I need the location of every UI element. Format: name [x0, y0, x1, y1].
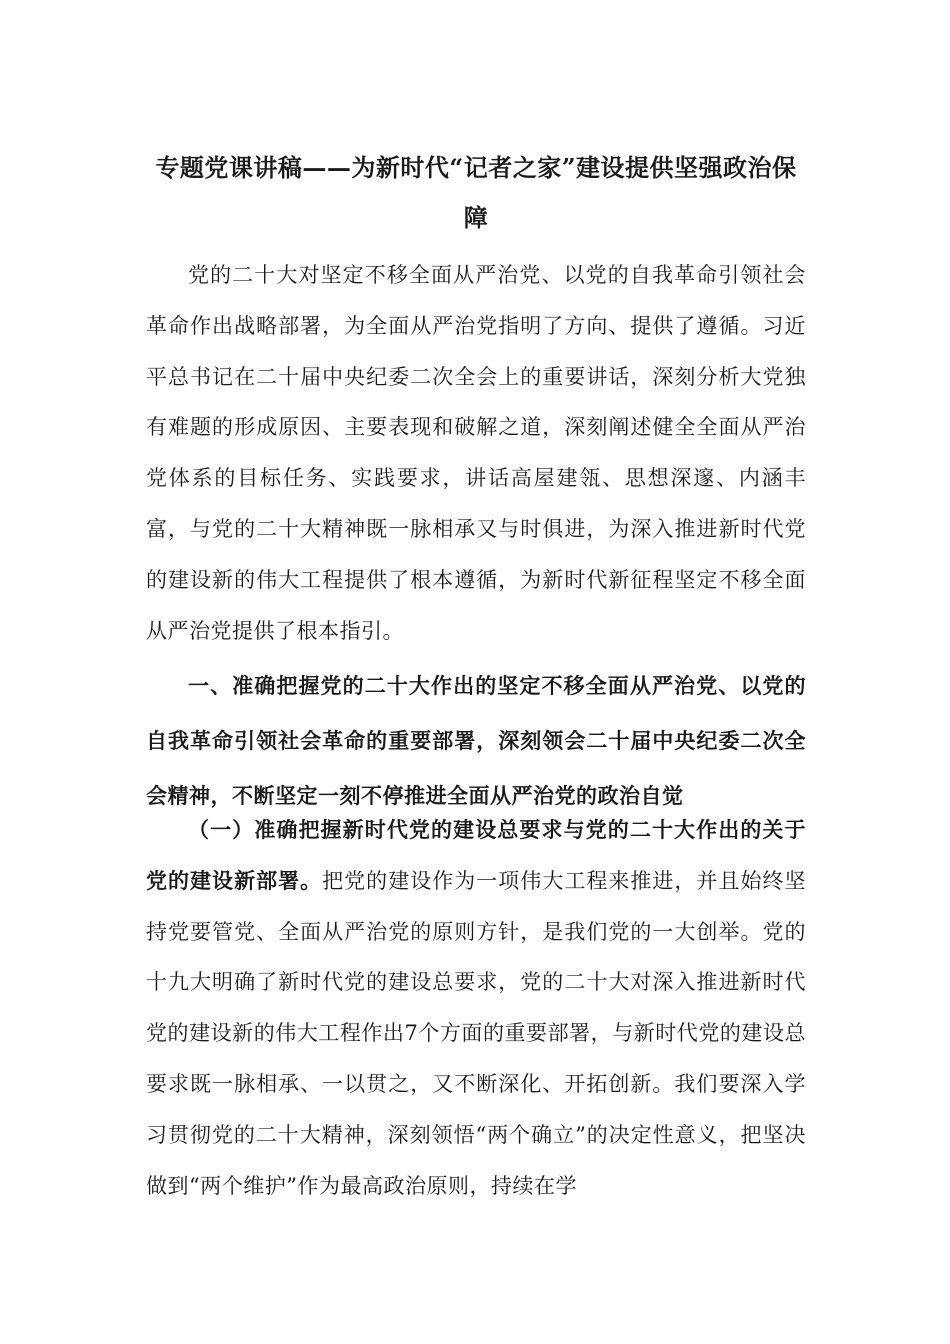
section-heading: 一、准确把握党的二十大作出的坚定不移全面从严治党、以党的自我革命引领社会革命的重要部署，深刻领会二十届中央纪委二次全会精神，不断坚定一刻不停推进全面从严治党的政治自觉: [146, 673, 806, 808]
document-title: 专题党课讲稿——为新时代“记者之家”建设提供坚强政治保障: [155, 153, 797, 232]
subsection-paragraph: [146, 805, 806, 1211]
subsection-text: 把党的建设作为一项伟大工程来推进，并且始终坚持党要管党、全面从严治党的原则方针，是我们党的一大创举。党的十九大明确了新时代党的建设总要求，党的二十大对深入推进新时代党的建设新的伟大工程作出7个方面的重要部署，与新时代党的建设总要求既一脉相承、一以贯之，又不断深化、开拓创新。我们要深入学习贯彻党的二十大精神，深刻领悟“两个确立”的决定性意义，把坚决做到“两个维护”作为最高政治原则，持续在学: [146, 868, 807, 1198]
subsection-lead: （一）准确把握新时代党的建设总要求与党的二十大作出的关于党的建设新部署。: [146, 817, 806, 893]
intro-paragraph: 党的二十大对坚定不移全面从严治党、以党的自我革命引领社会革命作出战略部署，为全面从严治党指明了方向、提供了遵循。习近平总书记在二十届中央纪委二次全会上的重要讲话，深刻分析大党独有难题的形成原因、主要表现和破解之道，深刻阐述健全全面从严治党体系的目标任务、实践要求，讲话高屋建瓴、思想深邃、内涵丰富，与党的二十大精神既一脉相承又与时俱进，为深入推进新时代党的建设新的伟大工程提供了根本遵循，为新时代新征程坚定不移全面从严治党提供了根本指引。: [146, 263, 806, 643]
